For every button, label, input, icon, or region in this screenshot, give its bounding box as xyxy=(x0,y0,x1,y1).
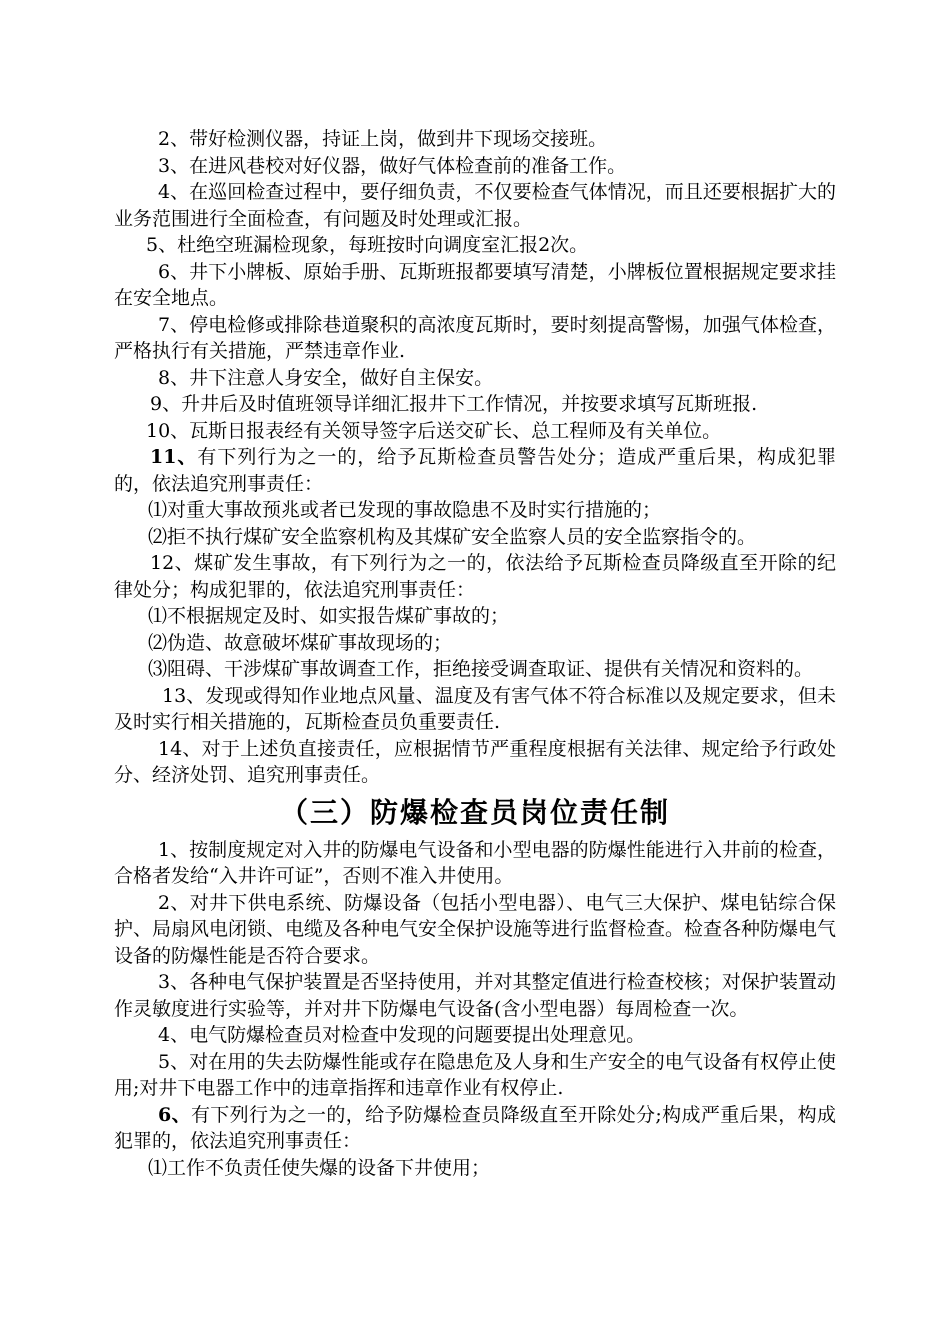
paragraph-b-item-2: 2、对井下供电系统、防爆设备（包括小型电器）、电气三大保护、煤电钻综合保护、局扇风电闭锁、电缆及各种电气安全保护设施等进行监督检查。检查各种防爆电气设备的防爆性能是否符合要求。 xyxy=(114,891,837,967)
sub-item-12-3: ⑶阻碍、干涉煤矿事故调查工作，拒绝接受调查取证、提供有关情况和资料的。 xyxy=(148,658,814,680)
paragraph-item-2: 2、带好检测仪器，持证上岗，做到井下现场交接班。 xyxy=(158,128,608,150)
item-6-text: 有下列行为之一的，给予防爆检查员降级直至开除处分;构成严重后果，构成犯罪的，依法追究刑事责任： xyxy=(114,1103,836,1152)
paragraph-b-item-5: 5、对在用的失去防爆性能或存在隐患危及人身和生产安全的电气设备有权停止使用;对井下电器工作中的违章指挥和违章作业有权停止. xyxy=(114,1050,836,1099)
paragraph-item-8: 8、井下注意人身安全，做好自主保安。 xyxy=(158,366,494,389)
paragraph-item-3: 3、在进风巷校对好仪器，做好气体检查前的准备工作。 xyxy=(158,154,627,177)
item-number-6: 6、 xyxy=(158,1103,191,1126)
document-body xyxy=(114,126,836,1181)
paragraph-item-12: 12、煤矿发生事故，有下列行为之一的，依法给予瓦斯检查员降级直至开除的纪律处分；构成犯罪的，依法追究刑事责任： xyxy=(114,552,836,601)
section-heading: （三）防爆检查员岗位责任制 xyxy=(279,795,670,829)
sub-item-6-1: ⑴工作不负责任使失爆的设备下井使用； xyxy=(148,1156,491,1179)
paragraph-item-4: 4、在巡回检查过程中，要仔细负责，不仅要检查气体情况，而且还要根据扩大的业务范围进行全面检查，有问题及时处理或汇报。 xyxy=(114,181,836,230)
paragraph-item-14: 14、对于上述负直接责任，应根据情节严重程度根据有关法律、规定给予行政处分、经济处罚、追究刑事责任。 xyxy=(114,737,836,786)
paragraph-item-9: 9、升井后及时值班领导详细汇报井下工作情况，并按要求填写瓦斯班报. xyxy=(150,393,758,415)
paragraph-item-10: 10、瓦斯日报表经有关领导签字后送交矿长、总工程师及有关单位。 xyxy=(146,419,722,442)
paragraph-item-11 xyxy=(114,444,836,497)
paragraph-b-item-1: 1、按制度规定对入井的防爆电气设备和小型电器的防爆性能进行入井前的检查，合格者发给“入井许可证”，否则不准入井使用。 xyxy=(114,838,836,887)
paragraph-item-7: 7、停电检修或排除巷道聚积的高浓度瓦斯时，要时刻提高警惕，加强气体检查，严格执行有关措施，严禁违章作业. xyxy=(114,313,836,362)
paragraph-b-item-4: 4、电气防爆检查员对检查中发现的问题要提出处理意见。 xyxy=(158,1024,646,1046)
paragraph-item-13: 13、发现或得知作业地点风量、温度及有害气体不符合标准以及规定要求，但未及时实行相关措施的，瓦斯检查员负重要责任. xyxy=(114,684,836,733)
item-number-11: 11、 xyxy=(150,446,198,468)
sub-item-12-1: ⑴不根据规定及时、如实报告煤矿事故的； xyxy=(148,605,510,627)
sub-item-11-2: ⑵拒不执行煤矿安全监察机构及其煤矿安全监察人员的安全监察指令的。 xyxy=(148,525,757,548)
paragraph-b-item-6 xyxy=(114,1102,836,1155)
item-11-text: 有下列行为之一的，给予瓦斯检查员警告处分；造成严重后果，构成犯罪的，依法追究刑事责任： xyxy=(114,446,836,495)
paragraph-item-5: 5、杜绝空班漏检现象，每班按时向调度室汇报2次。 xyxy=(146,234,589,256)
paragraph-item-6: 6、井下小牌板、原始手册、瓦斯班报都要填写清楚，小牌板位置根据规定要求挂在安全地点。 xyxy=(114,260,836,309)
sub-item-12-2: ⑵伪造、故意破坏煤矿事故现场的； xyxy=(148,631,453,654)
paragraph-b-item-3: 3、各种电气保护装置是否坚持使用，并对其整定值进行检查校核；对保护装置动作灵敏度进行实验等，并对井下防爆电气设备(含小型电器）每周检查一次。 xyxy=(114,971,836,1020)
sub-item-11-1: ⑴对重大事故预兆或者已发现的事故隐患不及时实行措施的； xyxy=(148,499,662,521)
